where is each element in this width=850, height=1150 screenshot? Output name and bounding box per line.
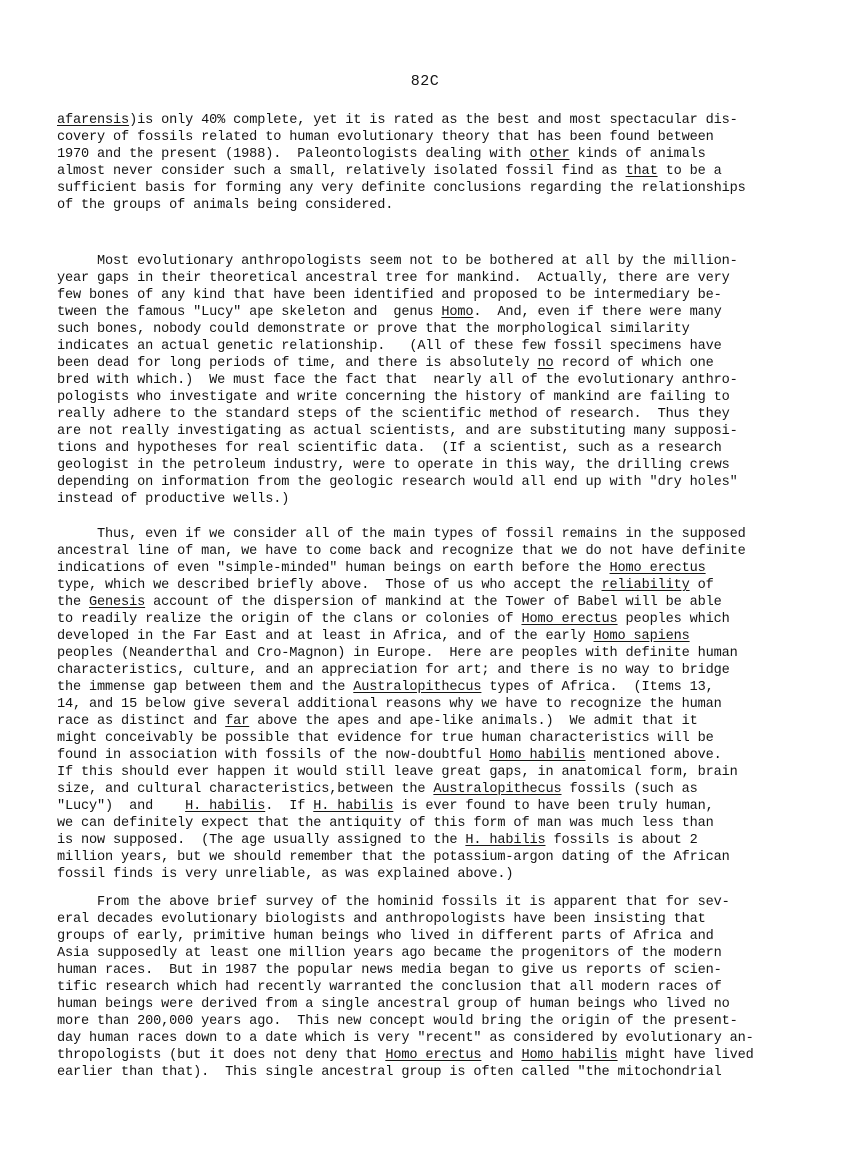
text-segment: human beings were derived from a single ancestral group of human beings who lived no <box>57 997 730 1012</box>
text-segment: year gaps in their theoretical ancestral tree for mankind. Actually, there are very <box>57 271 730 286</box>
underlined-text: Australopithecus <box>353 680 482 695</box>
text-segment: 1970 and the present (1988). Paleontologists dealing with <box>57 147 530 162</box>
paragraph-3 <box>57 526 746 883</box>
text-line <box>57 180 746 197</box>
text-segment: we can definitely expect that the antiquity of this form of man was much less than <box>57 816 714 831</box>
text-line <box>57 543 746 560</box>
text-line <box>57 1047 754 1064</box>
underlined-text: Homo erectus <box>521 612 618 627</box>
underlined-text: Australopithecus <box>433 782 562 797</box>
text-segment: If this should ever happen it would still leave great gaps, in anatomical form, brain <box>57 765 738 780</box>
text-line <box>57 304 738 321</box>
text-segment: the immense gap between them and the <box>57 680 354 695</box>
text-line <box>57 815 746 832</box>
text-segment: instead of productive wells.) <box>57 492 290 507</box>
text-segment: type, which we described briefly above. Those of us who accept the <box>57 578 602 593</box>
text-line <box>57 696 746 713</box>
underlined-text: other <box>529 147 570 162</box>
text-segment: From the above brief survey of the hominid fossils it is apparent that for sev- <box>57 895 730 910</box>
text-segment: geologist in the petroleum industry, were to operate in this way, the drilling crews <box>57 458 730 473</box>
text-segment: to be a <box>657 164 722 179</box>
text-line <box>57 526 746 543</box>
text-line <box>57 112 746 129</box>
text-line <box>57 389 738 406</box>
text-line <box>57 1030 754 1047</box>
underlined-text: afarensis <box>57 113 130 128</box>
text-line <box>57 270 738 287</box>
text-line <box>57 730 746 747</box>
text-line <box>57 996 754 1013</box>
text-line <box>57 747 746 764</box>
text-segment: )is only 40% complete, yet it is rated as the best and most spectacular dis- <box>129 113 738 128</box>
text-segment: 14, and 15 below give several additional reasons why we have to recognize the human <box>57 697 722 712</box>
text-segment: groups of early, primitive human beings who lived in different parts of Africa and <box>57 929 714 944</box>
text-line <box>57 1064 754 1081</box>
text-segment: above the apes and ape-like animals.) We admit that it <box>249 714 698 729</box>
text-segment: peoples which <box>617 612 730 627</box>
text-segment: human races. But in 1987 the popular news media began to give us reports of scien- <box>57 963 722 978</box>
underlined-text: H. habilis <box>185 799 266 814</box>
text-segment: . And, even if there were many <box>473 305 722 320</box>
text-line <box>57 645 746 662</box>
text-segment: covery of fossils related to human evolutionary theory that has been found between <box>57 130 714 145</box>
text-segment: are not really investigating as actual scientists, and are substituting many supposi- <box>57 424 738 439</box>
text-segment: might have lived <box>617 1048 754 1063</box>
text-line <box>57 945 754 962</box>
text-line <box>57 163 746 180</box>
underlined-text: no <box>537 356 554 371</box>
underlined-text: Homo habilis <box>489 748 586 763</box>
text-segment: fossil finds is very unreliable, as was explained above.) <box>57 867 514 882</box>
text-segment: day human races down to a date which is very "recent" as considered by evolutionary an- <box>57 1031 754 1046</box>
text-line <box>57 129 746 146</box>
text-segment: is now supposed. (The age usually assigned to the <box>57 833 466 848</box>
text-line <box>57 1013 754 1030</box>
text-segment: more than 200,000 years ago. This new concept would bring the origin of the present- <box>57 1014 738 1029</box>
underlined-text: H. habilis <box>313 799 394 814</box>
text-segment: tific research which had recently warranted the conclusion that all modern races of <box>57 980 722 995</box>
text-segment: Most evolutionary anthropologists seem not to be bothered at all by the million- <box>57 254 738 269</box>
text-segment: found in association with fossils of the now-doubtful <box>57 748 490 763</box>
text-segment: the <box>57 595 90 610</box>
text-segment: indicates an actual genetic relationship. (All of these few fossil specimens have <box>57 339 722 354</box>
text-line <box>57 321 738 338</box>
text-line <box>57 372 738 389</box>
text-segment: types of Africa. (Items 13, <box>481 680 714 695</box>
text-segment: peoples (Neanderthal and Cro-Magnon) in Europe. Here are peoples with definite human <box>57 646 738 661</box>
text-segment: mentioned above. <box>585 748 722 763</box>
text-segment: thropologists (but it does not deny that <box>57 1048 386 1063</box>
text-line <box>57 662 746 679</box>
underlined-text: that <box>625 164 658 179</box>
text-segment: "Lucy") and <box>57 799 186 814</box>
text-line <box>57 560 746 577</box>
text-line <box>57 781 746 798</box>
paragraph-2 <box>57 253 738 508</box>
text-segment: fossils is about 2 <box>545 833 698 848</box>
text-segment: been dead for long periods of time, and there is absolutely <box>57 356 538 371</box>
text-segment: characteristics, culture, and an appreciation for art; and there is no way to bridge <box>57 663 730 678</box>
text-line <box>57 474 738 491</box>
text-segment: earlier than that). This single ancestral group is often called "the mitochondrial <box>57 1065 722 1080</box>
text-line <box>57 287 738 304</box>
text-line <box>57 713 746 730</box>
text-line <box>57 197 746 214</box>
text-segment: bred with which.) We must face the fact that nearly all of the evolutionary anthro- <box>57 373 738 388</box>
text-line <box>57 962 754 979</box>
text-segment: really adhere to the standard steps of the scientific method of research. Thus they <box>57 407 730 422</box>
text-line <box>57 866 746 883</box>
text-segment: Asia supposedly at least one million years ago became the progenitors of the modern <box>57 946 722 961</box>
text-line <box>57 406 738 423</box>
underlined-text: Homo sapiens <box>593 629 690 644</box>
underlined-text: Homo habilis <box>521 1048 618 1063</box>
text-segment: race as distinct and <box>57 714 226 729</box>
underlined-text: Homo erectus <box>609 561 706 576</box>
text-line <box>57 628 746 645</box>
underlined-text: far <box>225 714 250 729</box>
text-segment: ancestral line of man, we have to come back and recognize that we do not have definite <box>57 544 746 559</box>
text-segment: sufficient basis for forming any very definite conclusions regarding the relationships <box>57 181 746 196</box>
text-line <box>57 594 746 611</box>
text-line <box>57 894 754 911</box>
text-line <box>57 577 746 594</box>
text-segment: million years, but we should remember that the potassium-argon dating of the African <box>57 850 730 865</box>
text-segment: few bones of any kind that have been identified and proposed to be intermediary be- <box>57 288 722 303</box>
text-segment: might conceivably be possible that evidence for true human characteristics will be <box>57 731 714 746</box>
text-segment: kinds of animals <box>569 147 706 162</box>
text-line <box>57 764 746 781</box>
underlined-text: reliability <box>601 578 690 593</box>
text-segment: developed in the Far East and at least in Africa, and of the early <box>57 629 594 644</box>
text-segment: pologists who investigate and write concerning the history of mankind are failing to <box>57 390 730 405</box>
underlined-text: Genesis <box>89 595 146 610</box>
text-segment: fossils (such as <box>561 782 698 797</box>
text-line <box>57 146 746 163</box>
text-segment: almost never consider such a small, relatively isolated fossil find as <box>57 164 626 179</box>
text-line <box>57 253 738 270</box>
underlined-text: H. habilis <box>465 833 546 848</box>
text-segment: is ever found to have been truly human, <box>393 799 714 814</box>
text-line <box>57 849 746 866</box>
text-segment: account of the dispersion of mankind at the Tower of Babel will be able <box>145 595 722 610</box>
text-line <box>57 679 746 696</box>
text-line <box>57 491 738 508</box>
text-line <box>57 928 754 945</box>
underlined-text: Homo erectus <box>385 1048 482 1063</box>
text-segment: size, and cultural characteristics,between the <box>57 782 434 797</box>
text-line <box>57 457 738 474</box>
text-segment: depending on information from the geologic research would all end up with "dry holes" <box>57 475 738 490</box>
text-segment: tions and hypotheses for real scientific data. (If a scientist, such as a research <box>57 441 722 456</box>
text-segment: . If <box>265 799 314 814</box>
text-segment: indications of even "simple-minded" human beings on earth before the <box>57 561 610 576</box>
text-line <box>57 832 746 849</box>
text-segment: Thus, even if we consider all of the main types of fossil remains in the supposed <box>57 527 746 542</box>
underlined-text: Homo <box>441 305 474 320</box>
text-segment: and <box>481 1048 522 1063</box>
text-line <box>57 355 738 372</box>
text-line <box>57 911 754 928</box>
text-line <box>57 338 738 355</box>
text-line <box>57 423 738 440</box>
text-line <box>57 798 746 815</box>
paragraph-1 <box>57 112 746 214</box>
text-segment: of the groups of animals being considered. <box>57 198 394 213</box>
text-line <box>57 611 746 628</box>
text-segment: eral decades evolutionary biologists and anthropologists have been insisting that <box>57 912 706 927</box>
page-number: 82C <box>410 73 440 90</box>
paragraph-4 <box>57 894 754 1081</box>
text-segment: tween the famous "Lucy" ape skeleton and genus <box>57 305 442 320</box>
text-segment: to readily realize the origin of the clans or colonies of <box>57 612 522 627</box>
text-segment: of <box>689 578 714 593</box>
text-segment: record of which one <box>553 356 714 371</box>
text-segment: such bones, nobody could demonstrate or prove that the morphological similarity <box>57 322 690 337</box>
text-line <box>57 979 754 996</box>
text-line <box>57 440 738 457</box>
